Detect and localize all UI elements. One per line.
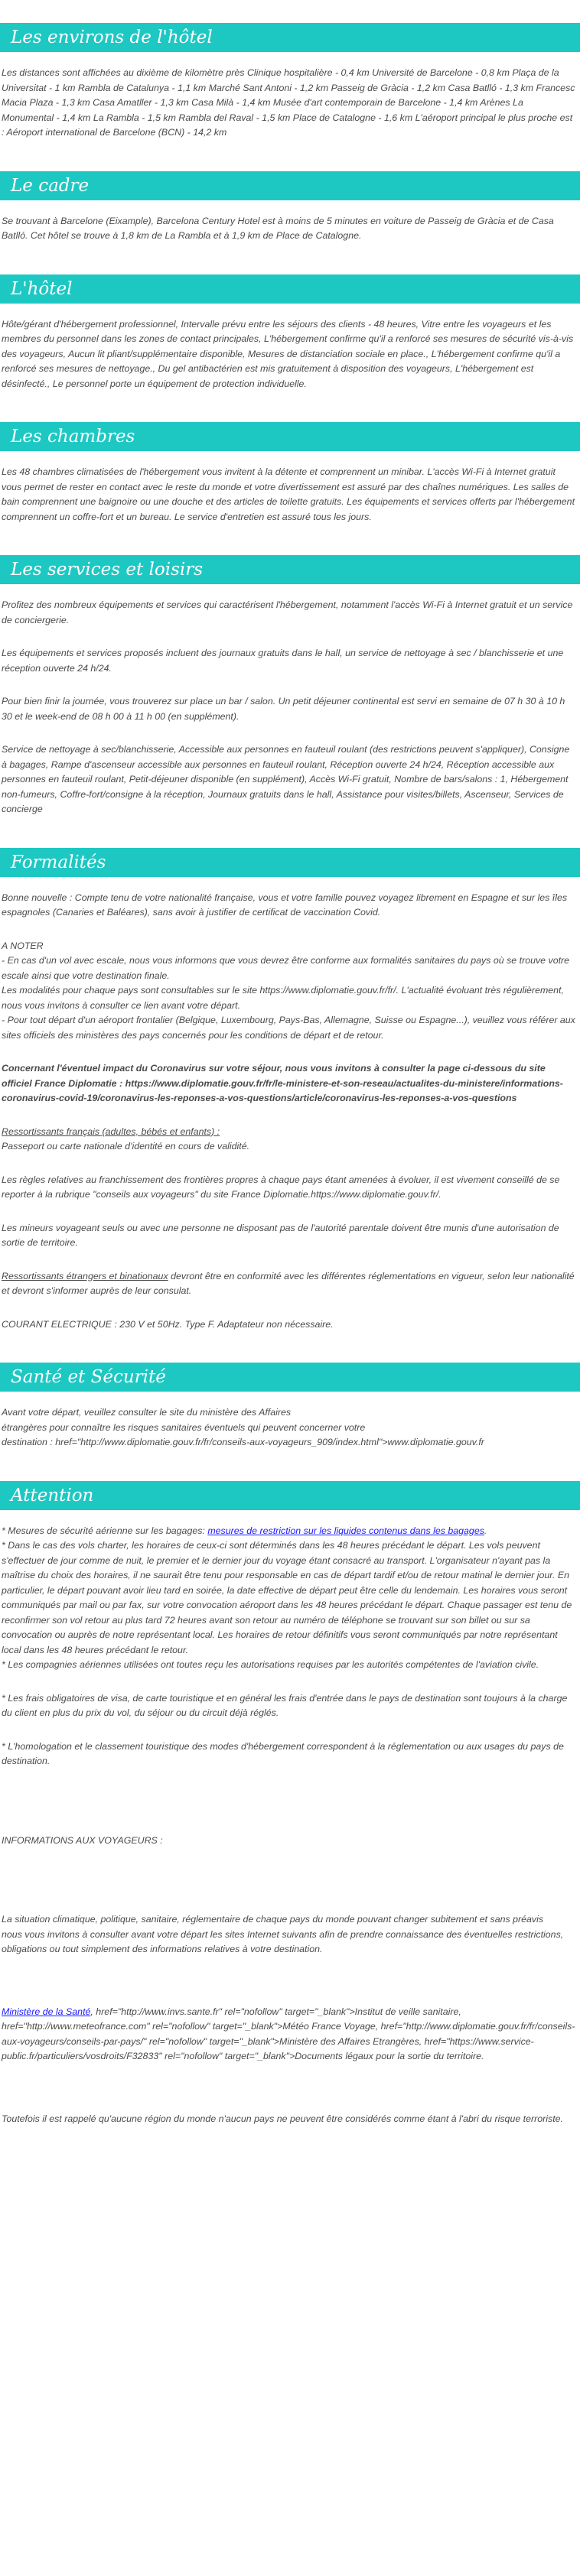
chambres-text: Les 48 chambres climatisées de l'hébergement vous invitent à la détente et comprennent un minibar. L'accès Wi-Fi à Internet gratuit vous permet de rester en contact avec le reste du monde et votre divertissement est assuré par des chaînes numériques. Les salles de bain comprennent une baignoire ou une douche et des articles de toilette gratuits. Les équipements et services offerts par l'hébergement comprennent un coffre-fort et un bureau. Le service d'entretien est assuré tous les jours. (2, 466, 575, 522)
travelers-info-line-1: La situation climatique, politique, sanitaire, réglementaire de chaque pays du monde pouvant changer subitement et sans préavis (2, 1914, 544, 1925)
foreign-nationals-title: Ressortissants étrangers et binationaux (2, 1270, 168, 1282)
terrorism-notice: Toutefois il est rappelé qu'aucune région du monde n'aucun pays ne peuvent être considérés comme étant à l'abri du risque terroriste. (2, 2113, 563, 2124)
services-paragraph-4: Service de nettoyage à sec/blanchisserie, Accessible aux personnes en fauteuil roulant (des restrictions peuvent s'appliquer), Consigne à bagages, Rampe d'ascenseur accessible aux personnes en fauteuil roulant, Réception ouverte 24 h/24, Réception accessible aux personnes en fauteuil roulant, Petit-déjeuner disponible (en supplément), Accès Wi-Fi gratuit, Nombre de bars/salons : 1, Hébergement non-fumeurs, Coffre-fort/consigne à la réception, Journaux gratuits dans le hall, Assistance pour visites/billets, Ascenseur, Services de concierge (2, 744, 570, 814)
foreign-nationals-paragraph (2, 1269, 577, 1299)
travelers-info-title: INFORMATIONS AUX VOYAGEURS : (2, 1834, 163, 1846)
airlines-text: * Les compagnies aériennes utilisées ont toutes reçu les autorisations requises par les autorités compétentes de l'aviation civile. (2, 1659, 539, 1670)
section-title-environs: Les environs de l'hôtel (0, 23, 580, 52)
section-sante (0, 1363, 580, 1450)
services-paragraph-1: Profitez des nombreux équipements et services qui caractérisent l'hébergement, notamment l'accès Wi-Fi à Internet gratuit et un service de conciergerie. (2, 599, 573, 625)
sante-line-2: étrangères pour connaître les risques sanitaires éventuels qui peuvent concerner votre (2, 1421, 366, 1433)
note-line-1: - En cas d'un vol avec escale, nous vous informons que vous devrez être conforme aux formalités sanitaires du pays où se trouve votre escale ainsi que votre destination finale. (2, 955, 570, 981)
section-cadre (0, 171, 580, 244)
section-title-services: Les services et loisirs (0, 555, 580, 584)
section-services (0, 555, 580, 817)
spacer (2, 2083, 577, 2112)
baggage-security-prefix: * Mesures de sécurité aérienne sur les bagages: (2, 1525, 208, 1536)
official-links-text: , href="http://www.invs.sante.fr" rel="nofollow" target="_blank">Institut de veille sanitaire, href="http://www.meteofrance.com" rel="nofollow" target="_blank">Météo France Voyage, href="http://www.diplomatie.gouv.fr/fr/conseils-aux-voyageurs/conseils-par-pays/" rel="nofollow" target="_blank">Ministère des Affaires Etrangères, href="https://www.service-public.fr/particuliers/vosdroits/F32833" rel="nofollow" target="_blank">Documents légaux pour la sortie du territoire. (2, 2006, 575, 2061)
baggage-security-suffix: . (484, 1525, 487, 1536)
note-title: A NOTER (2, 940, 44, 951)
note-line-3: - Pour tout départ d'un aéroport frontalier (Belgique, Luxembourg, Pays-Bas, Allemagne, Suisse ou Espagne...), veuillez vous référer aux sites officiels des ministères des pays concernés pour les conditions de départ et de retour. (2, 1015, 575, 1041)
french-nationals-title: Ressortissants français (adultes, bébés et enfants) : (2, 1126, 220, 1137)
section-hotel (0, 274, 580, 392)
coronavirus-notice: Concernant l'éventuel impact du Coronavirus sur votre séjour, nous vous invitons à consulter la page ci-dessous du site officiel France Diplomatie : https://www.diplomatie.gouv.fr/fr/le-ministere-et-son-reseau/actualites-du-ministere/informations-coronavirus-covid-19/coronavirus-les-reponses-a-vos-questions/article/coronavirus-les-reponses-a-vos-questions (2, 1063, 563, 1103)
charter-flights-text: * Dans le cas des vols charter, les horaires de ceux-ci sont déterminés dans les 48 heures précédant le départ. Les vols peuvent s'effectuer de jour comme de nuit, le premier et le dernier jour du voyage étant consacré au transport. L'organisateur n'ayant pas la maîtrise du choix des horaires, il ne saurait être tenu pour responsable en cas de départ tardif et/ou de retour matinal le dernier jour. En particulier, le départ pouvant avoir lieu tard en soirée, la date effective de départ peut être celle du lendemain. Les horaires vous seront communiqués par mail ou par fax, sur votre convocation aéroport dans les 48 heures précédant le départ. Chaque passager est tenu de reconfirmer son vol retour au plus tard 72 heures avant son retour au numéro de téléphone se trouvant sur son billet ou sur sa convocation ou auprès de notre représentant local. Les horaires de retour définitifs vous seront communiqués par notre représentant local dans les 48 heures précédant le retour. (2, 1540, 572, 1655)
foreign-nationals-text: devront être en conformité avec les différentes réglementations en vigueur, selon leur nationalité et devront s'informer auprès de leur consulat. (2, 1270, 575, 1296)
formalites-intro: Bonne nouvelle : Compte tenu de votre nationalité française, vous et votre famille pouvez voyagez librement en Espagne et sur les îles espagnoles (Canaries et Baléares), sans avoir à justifier de certificat de vaccination Covid. (2, 892, 568, 918)
sante-line-1: Avant votre départ, veuillez consulter le site du ministère des Affaires (2, 1407, 292, 1418)
liquids-restriction-link[interactable]: mesures de restriction sur les liquides contenus dans les bagages (207, 1525, 484, 1536)
french-nationals-text: Passeport ou carte nationale d'identité en cours de validité. (2, 1141, 250, 1152)
health-ministry-link[interactable]: Ministère de la Santé (2, 2006, 91, 2017)
minors-text: Les mineurs voyageant seuls ou avec une personne ne disposant pas de l'autorité parentale doivent être munis d'une autorisation de sortie de territoire. (2, 1222, 559, 1248)
note-line-2: Les modalités pour chaque pays sont consultables sur le site https://www.diplomatie.gouv.fr/fr/. L'actualité évoluant très régulièrement, nous vous invitons à consulter ce lien avant votre départ. (2, 985, 564, 1011)
section-environs (0, 23, 580, 141)
official-links-paragraph (2, 2005, 577, 2064)
services-paragraph-2: Les équipements et services proposés incluent des journaux gratuits dans le hall, un service de nettoyage à sec / blanchisserie et une réception ouverte 24 h/24. (2, 648, 564, 674)
baggage-security-paragraph (2, 1524, 577, 1539)
environs-text: Les distances sont affichées au dixième de kilomètre près Clinique hospitalière - 0,4 km Université de Barcelone - 0,8 km Plaça de la Universitat - 1 km Rambla de Catalunya - 1,1 km Marché Sant Antoni - 1,2 km Passeig de Gràcia - 1,2 km Casa Batlló - 1,3 km Francesc Macia Plaza - 1,3 km Casa Amatller - 1,3 km Casa Milà - 1,4 km Musée d'art contemporain de Barcelone - 1,4 km Arènes La Monumental - 1,4 km La Rambla - 1,5 km Rambla del Raval - 1,5 km Place de Catalogne - 1,6 km L'aéroport principal le plus proche est : Aéroport international de Barcelone (BCN) - 14,2 km (2, 67, 575, 138)
electric-current-text: COURANT ELECTRIQUE : 230 V et 50Hz. Type F. Adaptateur non nécessaire. (2, 1318, 334, 1330)
section-title-cadre: Le cadre (0, 171, 580, 200)
services-paragraph-3: Pour bien finir la journée, vous trouverez sur place un bar / salon. Un petit déjeuner continental est servi en semaine de 07 h 30 à 10 h 30 et le week-end de 08 h 00 à 11 h 00 (en supplément). (2, 696, 565, 722)
section-title-attention: Attention (0, 1481, 580, 1510)
cadre-text: Se trouvant à Barcelone (Eixample), Barcelona Century Hotel est à moins de 5 minutes en voiture de Passeig de Gràcia et de Casa Batlló. Cet hôtel se trouve à 1,8 km de La Rambla et à 1,9 km de Place de Catalogne. (2, 215, 554, 241)
section-chambres (0, 422, 580, 525)
section-formalites (0, 848, 580, 1333)
spacer (2, 1788, 577, 1834)
section-title-formalites: Formalités (0, 848, 580, 877)
section-attention (0, 1481, 580, 2127)
sante-line-3: destination : href="http://www.diplomatie.gouv.fr/fr/conseils-aux-voyageurs_909/index.html">www.diplomatie.gouv.fr (2, 1437, 484, 1447)
visa-fees-text: * Les frais obligatoires de visa, de carte touristique et en général les frais d'entrée dans le pays de destination sont toujours à la charge du client en plus du prix du vol, du séjour ou du circuit déjà réglés. (2, 1692, 568, 1718)
section-title-hotel: L'hôtel (0, 274, 580, 304)
spacer (2, 1866, 577, 1912)
spacer (2, 1976, 577, 2005)
hotel-text: Hôte/gérant d'hébergement professionnel, Intervalle prévu entre les séjours des clients - 48 heures, Vitre entre les voyageurs et les membres du personnel dans les zones de contact principales, L'hébergement confirme qu'il a renforcé ses mesures de sécurité vis-à-vis des voyageurs, Aucun lit pliant/supplémentaire disponible, Mesures de distanciation sociale en place., L'hébergement confirme qu'il a renforcé ses mesures de nettoyage., Du gel antibactérien est mis gratuitement à disposition des voyageurs, L'hébergement est désinfecté., Le personnel porte un équipement de protection individuelle. (2, 318, 574, 389)
section-title-chambres: Les chambres (0, 422, 580, 451)
classification-text: * L'homologation et le classement touristique des modes d'hébergement correspondent à la réglementation ou aux usages du pays de destination. (2, 1740, 564, 1766)
border-rules-text: Les règles relatives au franchissement des frontières propres à chaque pays étant amenées à évoluer, il est vivement conseillé de se reporter à la rubrique "conseils aux voyageurs" du site France Diplomatie.https://www.diplomatie.gouv.fr/. (2, 1174, 560, 1200)
travelers-info-line-2: nous vous invitons à consulter avant votre départ les sites Internet suivants afin de prendre connaissance des éventuelles restrictions, obligations ou tout simplement des informations relatives à votre destination. (2, 1928, 564, 1954)
section-title-sante: Santé et Sécurité (0, 1363, 580, 1392)
